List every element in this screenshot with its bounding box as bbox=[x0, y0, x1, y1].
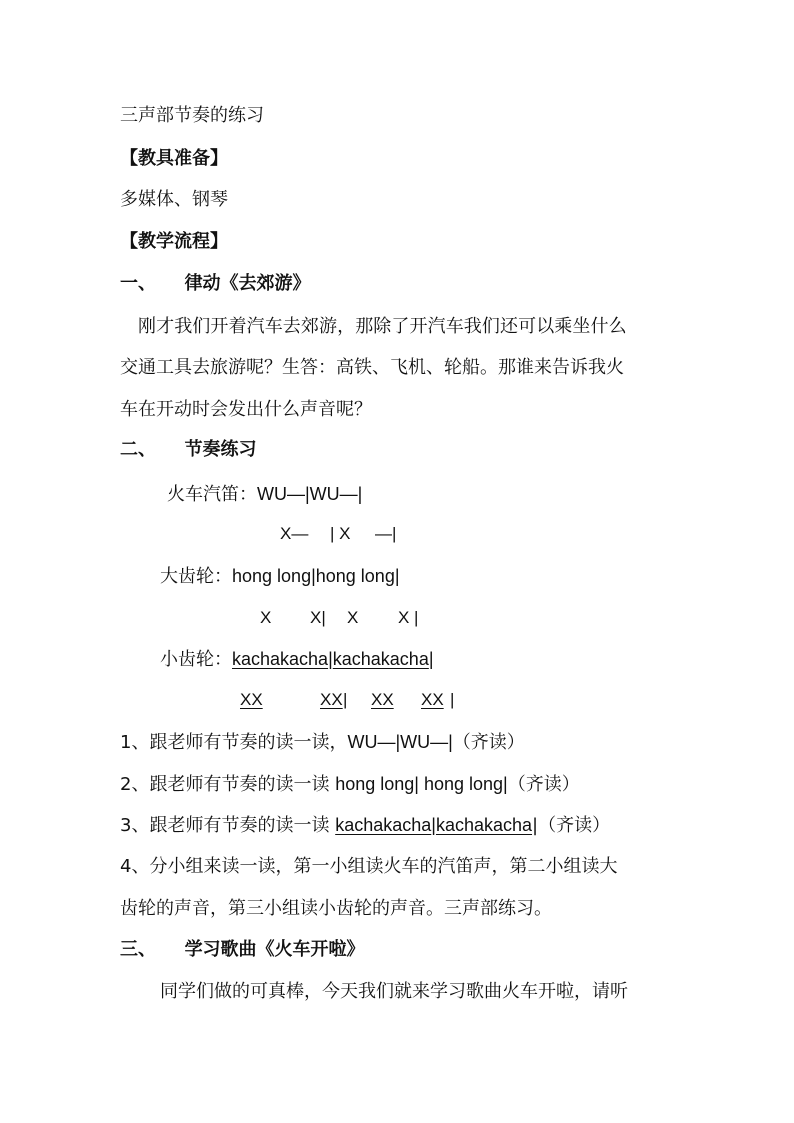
small-gear-end: | bbox=[428, 649, 434, 669]
small-gear-separator: | bbox=[328, 649, 333, 669]
whistle-notation-3: —| bbox=[375, 524, 397, 543]
small-gear-notation-4: XX bbox=[371, 690, 394, 709]
step-1-suffix: （齐读） bbox=[452, 732, 525, 753]
small-gear-word-2: kachakacha bbox=[332, 649, 429, 669]
step-3-suffix: |（齐读） bbox=[532, 815, 611, 836]
whistle-text: WU—|WU—| bbox=[257, 484, 363, 504]
small-gear-row bbox=[160, 647, 434, 672]
step-4-line-1: 4、分小组来读一读，第一小组读火车的汽笛声，第二小组读大 bbox=[120, 856, 618, 877]
step-3 bbox=[120, 813, 610, 838]
whistle-notation-2: | X bbox=[330, 524, 351, 543]
small-gear-word-1: kachakacha bbox=[232, 649, 329, 669]
small-gear-notation-5: XX bbox=[421, 690, 444, 709]
paragraph-1-line-3: 车在开动时会发出什么声音呢？ bbox=[120, 399, 372, 420]
small-gear-notation-2: XX bbox=[320, 690, 343, 709]
step-1 bbox=[120, 730, 525, 755]
big-gear-text: hong long|hong long| bbox=[232, 566, 400, 586]
step-2-text: 2、跟老师有节奏的读一读 bbox=[120, 774, 336, 795]
section-3-text: 同学们做的可真棒，今天我们就来学习歌曲火车开啦，请听 bbox=[160, 981, 628, 1002]
big-gear-notation-1: X bbox=[260, 608, 272, 627]
big-gear-row bbox=[160, 564, 400, 589]
step-2 bbox=[120, 772, 580, 797]
section-2-heading bbox=[120, 438, 257, 462]
whistle-row bbox=[167, 482, 362, 507]
paragraph-1-line-2: 交通工具去旅游呢？生答：高铁、飞机、轮船。那谁来告诉我火 bbox=[120, 357, 624, 378]
big-gear-label: 大齿轮： bbox=[160, 566, 232, 587]
tools-text: 多媒体、钢琴 bbox=[120, 189, 228, 210]
section-1-number: 一、 bbox=[120, 273, 156, 294]
process-heading: 【教学流程】 bbox=[120, 231, 228, 252]
whistle-label: 火车汽笛： bbox=[167, 484, 257, 505]
small-gear-notation-6: | bbox=[450, 690, 455, 709]
step-1-text: 1、跟老师有节奏的读一读， bbox=[120, 732, 348, 753]
section-2-title: 节奏练习 bbox=[184, 439, 257, 460]
section-3-heading bbox=[120, 938, 365, 962]
step-3-word-2: kachakacha bbox=[435, 815, 533, 835]
step-3-text: 3、跟老师有节奏的读一读 bbox=[120, 815, 336, 836]
small-gear-label: 小齿轮： bbox=[160, 649, 232, 670]
big-gear-notation-4: X | bbox=[398, 608, 419, 627]
intro-line: 三声部节奏的练习 bbox=[120, 105, 264, 126]
step-2-rhythm: hong long| hong long| bbox=[335, 774, 508, 794]
big-gear-notation-3: X bbox=[347, 608, 359, 627]
whistle-notation-1: X— bbox=[280, 524, 309, 543]
step-3-word-1: kachakacha bbox=[335, 815, 432, 835]
step-1-rhythm: WU—|WU—| bbox=[347, 732, 453, 752]
section-1-title: 律动《去郊游》 bbox=[184, 273, 311, 294]
section-2-number: 二、 bbox=[120, 439, 156, 460]
section-1-heading bbox=[120, 272, 311, 296]
paragraph-1-line-1: 刚才我们开着汽车去郊游，那除了开汽车我们还可以乘坐什么 bbox=[138, 316, 627, 337]
step-3-separator: | bbox=[431, 815, 436, 835]
small-gear-notation-1: XX bbox=[240, 690, 263, 709]
small-gear-notation-3: | bbox=[343, 690, 348, 709]
big-gear-notation-2: X| bbox=[310, 608, 326, 627]
tools-heading: 【教具准备】 bbox=[120, 148, 228, 169]
section-3-title: 学习歌曲《火车开啦》 bbox=[184, 939, 365, 960]
step-4-line-2: 齿轮的声音，第三小组读小齿轮的声音。三声部练习。 bbox=[120, 898, 552, 919]
section-3-number: 三、 bbox=[120, 939, 156, 960]
step-2-suffix: （齐读） bbox=[507, 774, 580, 795]
